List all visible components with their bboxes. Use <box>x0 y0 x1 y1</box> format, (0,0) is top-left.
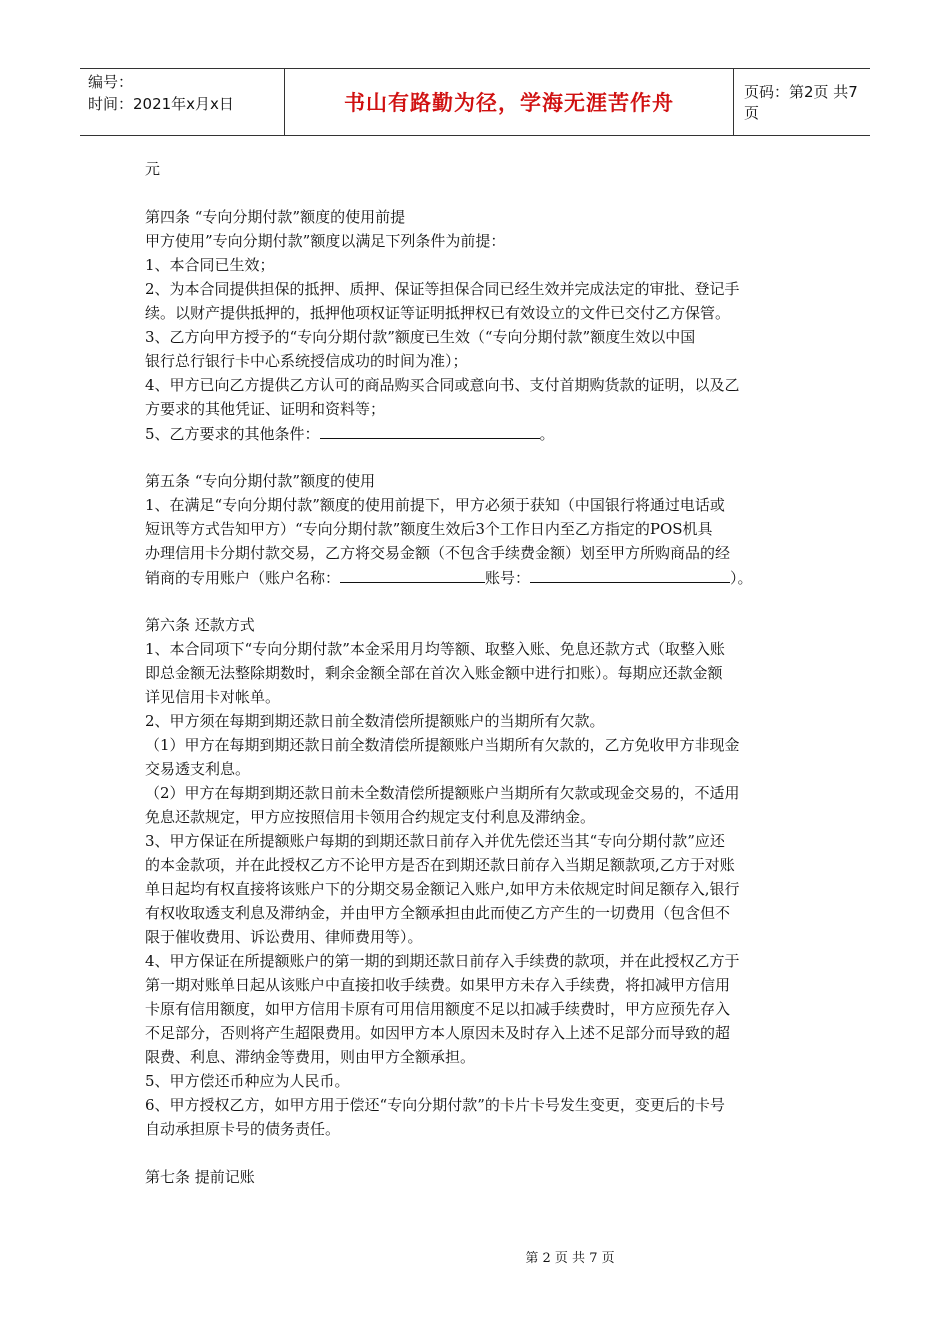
article-4-heading: 第四条 “专向分期付款”额度的使用前提 <box>145 208 406 226</box>
text-line: 的本金款项，并在此授权乙方不论甲方是否在到期还款日前存入当期足额款项,乙方于对账 <box>145 856 735 874</box>
page-footer <box>0 1247 950 1266</box>
text-line: 详见信用卡对帐单。 <box>145 688 281 706</box>
header-middle-cell <box>284 69 734 135</box>
text-line: 1、本合同项下“专向分期付款”本金采用月均等额、取整入账、免息还款方式（取整入账 <box>145 640 725 658</box>
article-6-heading: 第六条 还款方式 <box>145 616 255 634</box>
text-line: 短讯等方式告知甲方）“专向分期付款”额度生效后3个工作日内至乙方指定的POS机具 <box>145 520 713 538</box>
text-line: 1、本合同已生效； <box>145 256 275 274</box>
text-line: 甲方使用”专向分期付款”额度以满足下列条件为前提： <box>145 232 506 250</box>
text-line: 自动承担原卡号的债务责任。 <box>145 1120 341 1138</box>
text-line: 3、甲方保证在所提额账户每期的到期还款日前存入并优先偿还当其“专向分期付款”应还 <box>145 832 725 850</box>
text-line: 元 <box>145 160 161 178</box>
text-line: 银行总行银行卡中心系统授信成功的时间为准）； <box>145 352 468 370</box>
account-name-label: 销商的专用账户（账户名称： <box>145 569 341 587</box>
blank-line <box>145 181 808 205</box>
text-line: 第一期对账单日起从该账户中直接扣收手续费。如果甲方未存入手续费，将扣减甲方信用 <box>145 976 731 994</box>
text-line: 4、甲方已向乙方提供乙方认可的商品购买合同或意向书、支付首期购货款的证明，以及乙 <box>145 376 740 394</box>
article-5-heading: 第五条 “专向分期付款”额度的使用 <box>145 472 376 490</box>
page-header <box>80 68 870 136</box>
account-number-blank <box>530 565 730 583</box>
text-line: 限费、利息、滞纳金等费用，则由甲方全额承担。 <box>145 1048 476 1066</box>
text-line: 6、甲方授权乙方，如甲方用于偿还“专向分期付款”的卡片卡号发生变更，变更后的卡号 <box>145 1096 725 1114</box>
page-number-label: 页码：第2页 共7页 <box>744 83 858 122</box>
text-line: 交易透支利息。 <box>145 760 251 778</box>
text-line: 5、甲方偿还币种应为人民币。 <box>145 1072 350 1090</box>
blank-line <box>145 445 808 469</box>
account-end: ）。 <box>730 569 753 587</box>
account-number-label: 账号： <box>485 569 531 587</box>
header-left-cell <box>80 69 284 135</box>
blank-line <box>145 589 808 613</box>
text-line: 续。以财产提供抵押的，抵押他项权证等证明抵押权已有效设立的文件已交付乙方保管。 <box>145 304 731 322</box>
text-line: 1、在满足“专向分期付款”额度的使用前提下，甲方必须于获知（中国银行将通过电话或 <box>145 496 725 514</box>
text-line: 方要求的其他凭证、证明和资料等； <box>145 400 386 418</box>
text-line: 2、为本合同提供担保的抵押、质押、保证等担保合同已经生效并完成法定的审批、登记手 <box>145 280 740 298</box>
text-line: （2）甲方在每期到期还款日前未全数清偿所提额账户当期所有欠款或现金交易的，不适用 <box>145 784 740 802</box>
text-line: 限于催收费用、诉讼费用、律师费用等）。 <box>145 928 423 946</box>
text-line: 即总金额无法整除期数时，剩余金额全部在首次入账金额中进行扣账）。每期应还款金额 <box>145 664 723 682</box>
text-line: 3、乙方向甲方授予的“专向分期付款”额度已生效（“专向分期付款”额度生效以中国 <box>145 328 696 346</box>
text-line: 免息还款规定，甲方应按照信用卡领用合约规定支付利息及滞纳金。 <box>145 808 596 826</box>
account-name-blank <box>340 565 485 583</box>
text-line: 2、甲方须在每期到期还款日前全数清偿所提额账户的当期所有欠款。 <box>145 712 605 730</box>
account-line <box>145 565 808 589</box>
other-conditions-end: 。 <box>539 425 555 443</box>
footer-page-number: 第 2 页 共 7 页 <box>525 1251 615 1266</box>
text-line: 有权收取透支利息及滞纳金，并由甲方全额承担由此而使乙方产生的一切费用（包含但不 <box>145 904 731 922</box>
other-conditions-label: 5、乙方要求的其他条件： <box>145 425 320 443</box>
other-conditions-line <box>145 421 808 445</box>
header-right-cell <box>734 69 870 135</box>
header-motto: 书山有路勤为径，学海无涯苦作舟 <box>344 91 674 115</box>
text-line: 不足部分，否则将产生超限费用。如因甲方本人原因未及时存入上述不足部分而导致的超 <box>145 1024 731 1042</box>
article-7-heading: 第七条 提前记账 <box>145 1168 255 1186</box>
serial-label: 编号： <box>88 73 134 91</box>
document-body <box>145 157 808 1189</box>
text-line: 4、甲方保证在所提额账户的第一期的到期还款日前存入手续费的款项，并在此授权乙方于 <box>145 952 740 970</box>
text-line: 卡原有信用额度，如甲方信用卡原有可用信用额度不足以扣减手续费时，甲方应预先存入 <box>145 1000 731 1018</box>
date-label: 时间：2021年x月x日 <box>88 95 234 113</box>
blank-line <box>145 1141 808 1165</box>
other-conditions-blank <box>320 421 540 439</box>
text-line: （1）甲方在每期到期还款日前全数清偿所提额账户当期所有欠款的，乙方免收甲方非现金 <box>145 736 740 754</box>
text-line: 单日起均有权直接将该账户下的分期交易金额记入账户,如甲方未依规定时间足额存入,银行 <box>145 880 740 898</box>
text-line: 办理信用卡分期付款交易，乙方将交易金额（不包含手续费金额）划至甲方所购商品的经 <box>145 544 731 562</box>
